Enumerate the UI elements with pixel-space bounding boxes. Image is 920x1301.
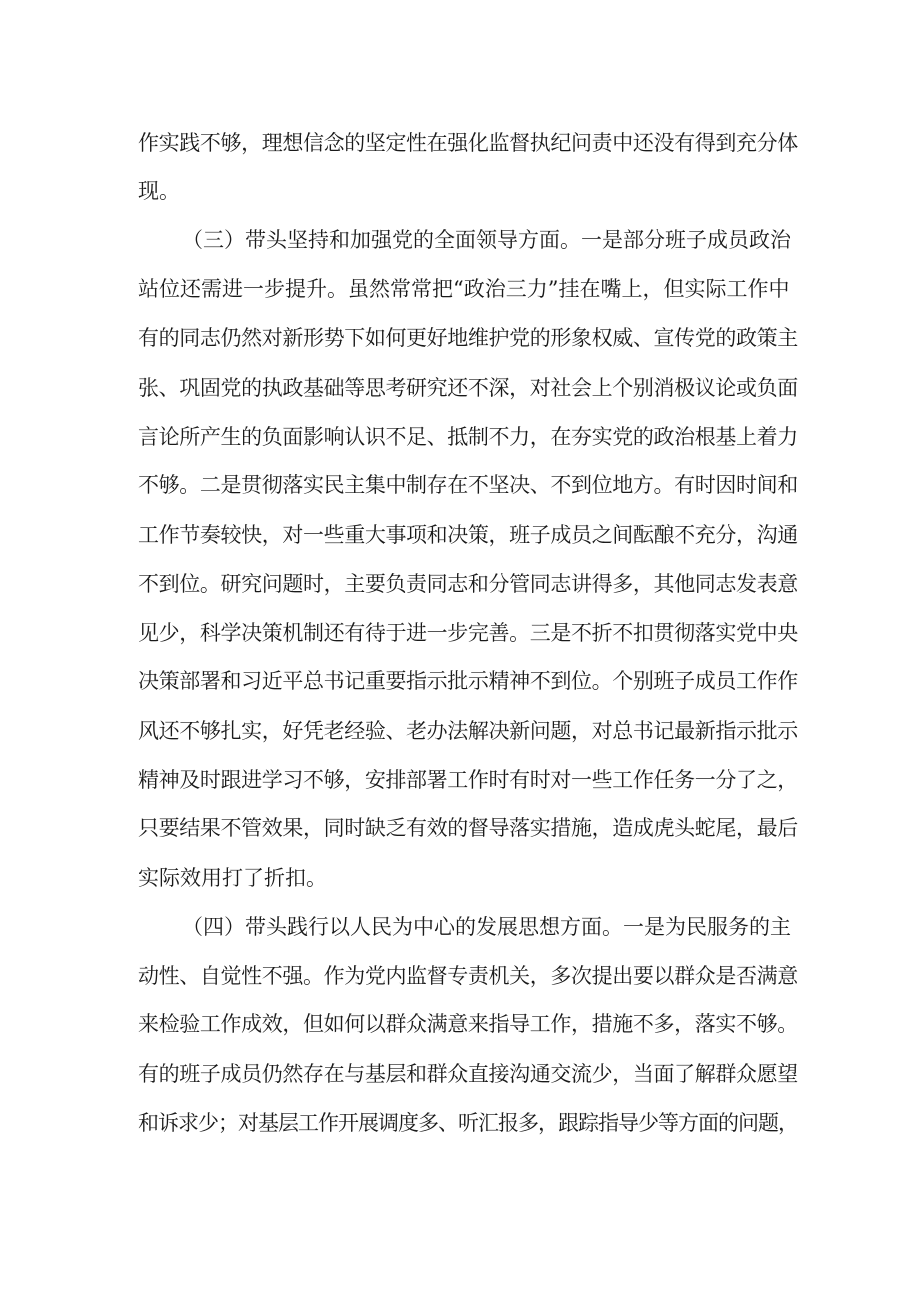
text-line: 见少，科学决策机制还有待于进一步完善。三是不折不扣贯彻落实党中央 [138, 621, 798, 645]
text-line: 有的班子成员仍然存在与基层和群众直接沟通交流少，当面了解群众愿望 [138, 1062, 798, 1086]
text-line: 不够。二是贯彻落实民主集中制存在不坚决、不到位地方。有时因时间和 [138, 473, 798, 497]
text-line: 和诉求少；对基层工作开展调度多、听汇报多，跟踪指导少等方面的问题， [138, 1111, 798, 1135]
text-line: 工作节奏较快，对一些重大事项和决策，班子成员之间酝酿不充分，沟通 [138, 523, 798, 547]
text-line: 决策部署和习近平总书记重要指示批示精神不到位。个别班子成员工作作 [138, 669, 798, 693]
text-line: 来检验工作成效，但如何以群众满意来指导工作，措施不多，落实不够。 [138, 1012, 798, 1036]
text-line: 现。 [138, 179, 180, 203]
text-line: 精神及时跟进学习不够，安排部署工作时有时对一些工作任务一分了之， [138, 768, 798, 792]
text-line: 言论所产生的负面影响认识不足、抵制不力，在夯实党的政治根基上着力 [138, 425, 798, 449]
text-line: 张、巩固党的执政基础等思考研究还不深，对社会上个别消极议论或负面 [138, 376, 798, 400]
text-line: 只要结果不管效果，同时缺乏有效的督导落实措施，造成虎头蛇尾，最后 [138, 816, 798, 840]
text-line: 动性、自觉性不强。作为党内监督专责机关，多次提出要以群众是否满意 [138, 964, 798, 988]
text-line: 站位还需进一步提升。虽然常常把“政治三力”挂在嘴上，但实际工作中 [138, 277, 790, 301]
section-heading-line: （四）带头践行以人民为中心的发展思想方面。一是为民服务的主 [182, 915, 791, 939]
text-line: 有的同志仍然对新形势下如何更好地维护党的形象权威、宣传党的政策主 [138, 326, 798, 350]
section-heading-line: （三）带头坚持和加强党的全面领导方面。一是部分班子成员政治 [182, 228, 791, 252]
text-line: 实际效用打了折扣。 [138, 866, 327, 890]
text-line: 作实践不够，理想信念的坚定性在强化监督执纪问责中还没有得到充分体 [138, 131, 798, 155]
text-line: 不到位。研究问题时，主要负责同志和分管同志讲得多，其他同志发表意 [138, 572, 798, 596]
text-line: 风还不够扎实，好凭老经验、老办法解决新问题，对总书记最新指示批示 [138, 719, 798, 743]
